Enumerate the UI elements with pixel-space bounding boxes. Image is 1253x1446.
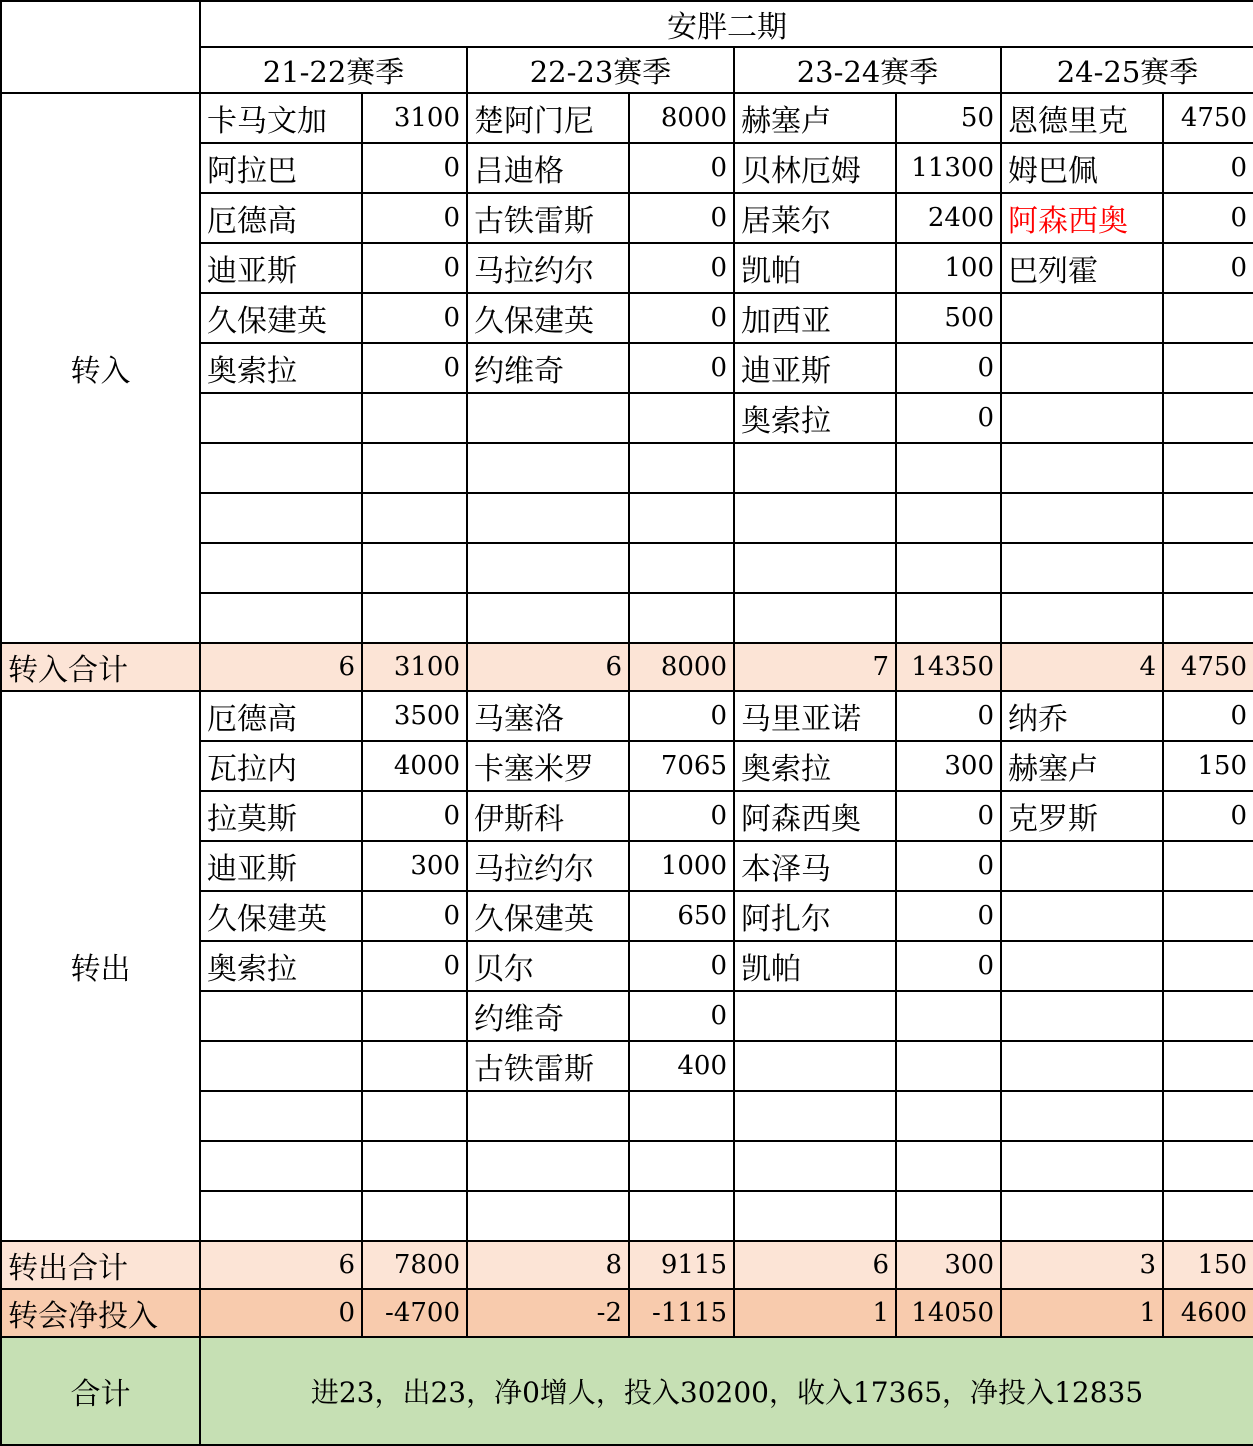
- player-name: 厄德高: [200, 193, 362, 243]
- table-row: [1, 93, 1253, 143]
- transfer-fee: 0: [1163, 193, 1253, 243]
- transfer-fee: [362, 1191, 467, 1241]
- player-name: [1001, 941, 1163, 991]
- player-name: 赫塞卢: [1001, 741, 1163, 791]
- transfer-fee: [629, 1091, 734, 1141]
- transfer-fee: 0: [896, 691, 1001, 741]
- grand-total-summary: 进23，出23，净0增人，投入30200，收入17365，净投入12835: [200, 1337, 1253, 1445]
- table-row: [1, 691, 1253, 741]
- transfer-fee: 400: [629, 1041, 734, 1091]
- player-name: 奥索拉: [734, 741, 896, 791]
- player-name: [1001, 543, 1163, 593]
- transfer-fee: 0: [362, 193, 467, 243]
- player-name: [734, 1041, 896, 1091]
- transfer-fee: 0: [362, 891, 467, 941]
- transfer-fee: [1163, 293, 1253, 343]
- transfer-fee: 1000: [629, 841, 734, 891]
- transfer-in-total-row: [1, 643, 1253, 691]
- player-name: 拉莫斯: [200, 791, 362, 841]
- transfer-out-label: 转出: [1, 691, 200, 1241]
- transfer-fee: 0: [1163, 143, 1253, 193]
- transfer-fee: 650: [629, 891, 734, 941]
- player-name: 克罗斯: [1001, 791, 1163, 841]
- transfer-fee: 0: [1163, 243, 1253, 293]
- player-name: 凯帕: [734, 243, 896, 293]
- transfer-fee: 2400: [896, 193, 1001, 243]
- player-name: [1001, 293, 1163, 343]
- player-name: 巴列霍: [1001, 243, 1163, 293]
- fee-total: 3100: [362, 643, 467, 691]
- player-name: 卡马文加: [200, 93, 362, 143]
- transfer-fee: 0: [629, 791, 734, 841]
- transfer-fee: [362, 493, 467, 543]
- player-name: [200, 991, 362, 1041]
- player-name: [467, 543, 629, 593]
- player-name: 久保建英: [200, 891, 362, 941]
- transfer-fee: 0: [629, 293, 734, 343]
- player-name: [734, 493, 896, 543]
- player-count: 6: [734, 1241, 896, 1289]
- transfer-out-total-row: [1, 1241, 1253, 1289]
- player-name: [467, 1091, 629, 1141]
- player-name: [200, 1041, 362, 1091]
- transfer-fee: 0: [896, 393, 1001, 443]
- player-name: 厄德高: [200, 691, 362, 741]
- player-name: [1001, 443, 1163, 493]
- grand-total-label: 合计: [1, 1337, 200, 1445]
- player-name: 奥索拉: [734, 393, 896, 443]
- transfer-fee: [896, 1091, 1001, 1141]
- transfer-fee: [362, 593, 467, 643]
- player-name: 马里亚诺: [734, 691, 896, 741]
- player-name: [1001, 991, 1163, 1041]
- player-name: 居莱尔: [734, 193, 896, 243]
- player-name: 卡塞米罗: [467, 741, 629, 791]
- fee-total: 9115: [629, 1241, 734, 1289]
- player-name: [1001, 841, 1163, 891]
- net-investment-row-label: 转会净投入: [1, 1289, 200, 1337]
- transfer-fee: [1163, 991, 1253, 1041]
- player-name: 奥索拉: [200, 343, 362, 393]
- player-name: [467, 493, 629, 543]
- transfer-fee: [1163, 493, 1253, 543]
- transfer-fee: 0: [629, 991, 734, 1041]
- net-investment-row: [1, 1289, 1253, 1337]
- transfer-fee: [629, 1141, 734, 1191]
- fee-total: 7800: [362, 1241, 467, 1289]
- transfer-fee: [1163, 841, 1253, 891]
- player-count: 6: [200, 1241, 362, 1289]
- player-count: 6: [467, 643, 629, 691]
- player-name: 久保建英: [467, 293, 629, 343]
- transfer-fee: [1163, 343, 1253, 393]
- player-name: 阿扎尔: [734, 891, 896, 941]
- transfer-fee: 300: [896, 741, 1001, 791]
- transfer-fee: 0: [362, 791, 467, 841]
- transfer-fee: 0: [629, 343, 734, 393]
- player-name: 马拉约尔: [467, 243, 629, 293]
- transfer-fee: 0: [362, 293, 467, 343]
- title-row: [1, 1, 1253, 47]
- fee-total: 4750: [1163, 643, 1253, 691]
- player-name: 奥索拉: [200, 941, 362, 991]
- transfer-fee: [1163, 593, 1253, 643]
- transfer-fee: [896, 493, 1001, 543]
- player-name: [1001, 1141, 1163, 1191]
- player-name: 约维奇: [467, 343, 629, 393]
- player-count: 4: [1001, 643, 1163, 691]
- player-name: 马塞洛: [467, 691, 629, 741]
- player-name: 阿森西奥: [734, 791, 896, 841]
- player-name: [200, 543, 362, 593]
- season-header-3: 23-24赛季: [734, 47, 1001, 93]
- player-name: 约维奇: [467, 991, 629, 1041]
- transfer-fee: 0: [629, 193, 734, 243]
- player-name: [734, 1091, 896, 1141]
- player-name: 凯帕: [734, 941, 896, 991]
- transfer-fee: 11300: [896, 143, 1001, 193]
- player-name: 楚阿门尼: [467, 93, 629, 143]
- player-name: [467, 1141, 629, 1191]
- player-name: [734, 1141, 896, 1191]
- transfer-fee: [1163, 941, 1253, 991]
- transfer-fee: [629, 493, 734, 543]
- player-name: 恩德里克: [1001, 93, 1163, 143]
- player-name: 迪亚斯: [200, 243, 362, 293]
- player-name: [1001, 343, 1163, 393]
- player-name: [200, 1191, 362, 1241]
- player-name: 吕迪格: [467, 143, 629, 193]
- player-name: 瓦拉内: [200, 741, 362, 791]
- transfer-fee: 0: [629, 143, 734, 193]
- player-count: 0: [200, 1289, 362, 1337]
- transfer-fee: 7065: [629, 741, 734, 791]
- player-name: [467, 393, 629, 443]
- transfer-fee: 0: [629, 243, 734, 293]
- transfer-fee: [362, 393, 467, 443]
- player-name: 贝林厄姆: [734, 143, 896, 193]
- transfer-fee: 0: [362, 941, 467, 991]
- transfer-fee: [1163, 1141, 1253, 1191]
- transfer-fee: 300: [362, 841, 467, 891]
- transfer-in-total-row-label: 转入合计: [1, 643, 200, 691]
- player-name: [200, 493, 362, 543]
- transfer-fee: [362, 543, 467, 593]
- player-name: 贝尔: [467, 941, 629, 991]
- player-count: -2: [467, 1289, 629, 1337]
- player-name: 久保建英: [200, 293, 362, 343]
- transfer-fee: 0: [629, 941, 734, 991]
- transfer-fee: [896, 991, 1001, 1041]
- transfer-fee: [362, 1041, 467, 1091]
- player-name: 久保建英: [467, 891, 629, 941]
- fee-total: -4700: [362, 1289, 467, 1337]
- player-count: 6: [200, 643, 362, 691]
- corner-cell: [1, 1, 200, 93]
- player-name: [200, 443, 362, 493]
- player-name: [734, 1191, 896, 1241]
- player-name: [734, 443, 896, 493]
- transfer-fee: [629, 443, 734, 493]
- player-name: 纳乔: [1001, 691, 1163, 741]
- player-name: 姆巴佩: [1001, 143, 1163, 193]
- transfer-fee: [1163, 443, 1253, 493]
- player-name: [734, 593, 896, 643]
- player-name: 伊斯科: [467, 791, 629, 841]
- transfer-fee: 100: [896, 243, 1001, 293]
- transfer-fee: 0: [1163, 691, 1253, 741]
- transfer-fee: 0: [896, 343, 1001, 393]
- transfer-fee: [629, 543, 734, 593]
- transfer-fee: 0: [896, 941, 1001, 991]
- transfer-fee: 0: [362, 243, 467, 293]
- transfer-fee: [1163, 1091, 1253, 1141]
- transfer-fee: [362, 1141, 467, 1191]
- player-name: 马拉约尔: [467, 841, 629, 891]
- player-name: [1001, 891, 1163, 941]
- transfer-fee: 3500: [362, 691, 467, 741]
- transfer-fee: 0: [629, 691, 734, 741]
- transfer-fee: [1163, 1041, 1253, 1091]
- player-name: 加西亚: [734, 293, 896, 343]
- transfer-fee: [896, 543, 1001, 593]
- transfer-fee: [896, 1141, 1001, 1191]
- season-header-2: 22-23赛季: [467, 47, 734, 93]
- transfer-fee: [629, 593, 734, 643]
- transfer-fee: [896, 1041, 1001, 1091]
- transfer-fee: [1163, 393, 1253, 443]
- player-name: 阿森西奥: [1001, 193, 1163, 243]
- player-name: [467, 1191, 629, 1241]
- fee-total: 150: [1163, 1241, 1253, 1289]
- player-name: [1001, 493, 1163, 543]
- fee-total: 14350: [896, 643, 1001, 691]
- player-name: [467, 593, 629, 643]
- transfer-fee: 8000: [629, 93, 734, 143]
- player-name: [200, 593, 362, 643]
- player-name: [734, 543, 896, 593]
- player-name: [734, 991, 896, 1041]
- transfer-fee: [1163, 543, 1253, 593]
- transfer-out-total-row-label: 转出合计: [1, 1241, 200, 1289]
- player-name: [1001, 1091, 1163, 1141]
- player-count: 1: [734, 1289, 896, 1337]
- transfer-fee: 0: [362, 143, 467, 193]
- transfer-fee: [362, 1091, 467, 1141]
- player-name: 迪亚斯: [200, 841, 362, 891]
- player-name: 本泽马: [734, 841, 896, 891]
- fee-total: -1115: [629, 1289, 734, 1337]
- transfer-fee: [629, 1191, 734, 1241]
- transfer-fee: [362, 443, 467, 493]
- player-name: [1001, 1191, 1163, 1241]
- transfer-fee: 0: [362, 343, 467, 393]
- fee-total: 300: [896, 1241, 1001, 1289]
- transfer-fee: [1163, 1191, 1253, 1241]
- player-name: 阿拉巴: [200, 143, 362, 193]
- player-name: [1001, 593, 1163, 643]
- player-name: [200, 393, 362, 443]
- transfer-fee: [896, 593, 1001, 643]
- transfer-fee: [362, 991, 467, 1041]
- player-name: [467, 443, 629, 493]
- player-name: [200, 1141, 362, 1191]
- player-count: 3: [1001, 1241, 1163, 1289]
- transfer-fee: 0: [1163, 791, 1253, 841]
- transfer-fee: 150: [1163, 741, 1253, 791]
- transfer-fee: 500: [896, 293, 1001, 343]
- transfer-fee: 50: [896, 93, 1001, 143]
- table-title: 安胖二期: [200, 1, 1253, 47]
- transfer-in-label: 转入: [1, 93, 200, 643]
- transfer-fee: [896, 1191, 1001, 1241]
- player-name: 古铁雷斯: [467, 193, 629, 243]
- transfer-fee: [629, 393, 734, 443]
- transfer-fee: 0: [896, 841, 1001, 891]
- player-name: [1001, 393, 1163, 443]
- grand-total-row: [1, 1337, 1253, 1445]
- transfer-fee: [1163, 891, 1253, 941]
- player-count: 7: [734, 643, 896, 691]
- fee-total: 14050: [896, 1289, 1001, 1337]
- transfer-fee: 4000: [362, 741, 467, 791]
- player-name: [1001, 1041, 1163, 1091]
- player-name: 迪亚斯: [734, 343, 896, 393]
- player-name: [200, 1091, 362, 1141]
- player-name: 赫塞卢: [734, 93, 896, 143]
- transfer-fee: [896, 443, 1001, 493]
- transfer-fee: 0: [896, 791, 1001, 841]
- transfer-fee: 0: [896, 891, 1001, 941]
- transfer-fee: 3100: [362, 93, 467, 143]
- season-header-1: 21-22赛季: [200, 47, 467, 93]
- player-count: 8: [467, 1241, 629, 1289]
- player-name: 古铁雷斯: [467, 1041, 629, 1091]
- season-header-4: 24-25赛季: [1001, 47, 1253, 93]
- player-count: 1: [1001, 1289, 1163, 1337]
- fee-total: 8000: [629, 643, 734, 691]
- transfer-fee: 4750: [1163, 93, 1253, 143]
- fee-total: 4600: [1163, 1289, 1253, 1337]
